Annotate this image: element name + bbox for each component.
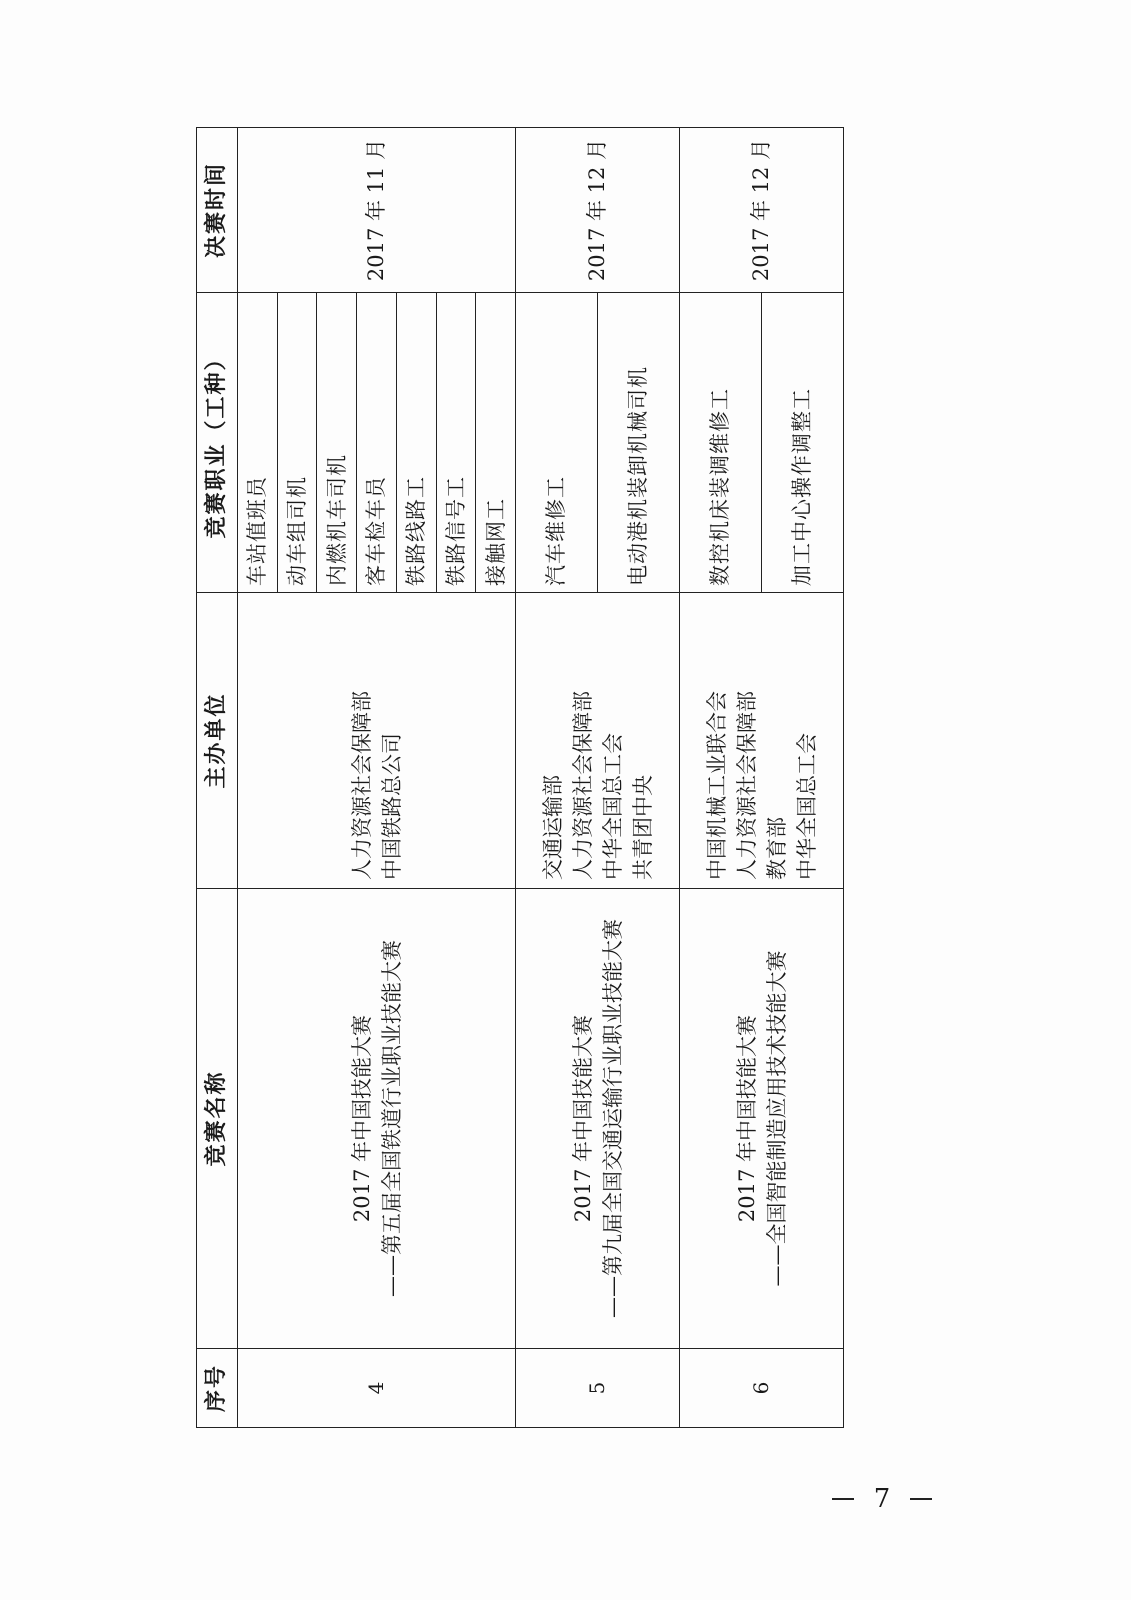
header-occupations: 竞赛职业（工种） <box>197 293 238 593</box>
name-subline: ——第五届全国铁道行业职业技能大赛 <box>379 940 404 1297</box>
row-name <box>238 889 516 1349</box>
header-final-time: 决赛时间 <box>197 128 238 293</box>
occupation-cell: 接触网工 <box>476 293 516 593</box>
page-number-text: 7 <box>873 1484 891 1514</box>
row-organizers <box>238 593 516 889</box>
name-line: 2017 年中国技能大赛 <box>734 1014 759 1223</box>
row-name <box>680 889 844 1349</box>
organizer: 中国铁路总公司 <box>379 733 404 880</box>
row-seq: 4 <box>238 1349 516 1428</box>
occupation-cell: 铁路线路工 <box>396 293 436 593</box>
row-name <box>516 889 680 1349</box>
row-organizers <box>516 593 680 889</box>
row-organizers <box>680 593 844 889</box>
name-subline: ——第九届全国交通运输行业职业技能大赛 <box>600 919 625 1318</box>
occupation-cell: 加工中心操作调整工 <box>761 293 843 593</box>
occupation-cell: 客车检车员 <box>357 293 397 593</box>
header-name: 竞赛名称 <box>197 889 238 1349</box>
dash-right <box>910 1498 932 1500</box>
name-subline: ——全国智能制造应用技术技能大赛 <box>764 950 789 1287</box>
name-line: 2017 年中国技能大赛 <box>349 1014 374 1223</box>
row-final-time: 2017 年 12 月 <box>516 128 680 293</box>
occupation-cell: 铁路信号工 <box>436 293 476 593</box>
row-final-time: 2017 年 11 月 <box>238 128 516 293</box>
organizer: 人力资源社会保障部 <box>349 691 374 880</box>
row-seq: 6 <box>680 1349 844 1428</box>
name-line: 2017 年中国技能大赛 <box>570 1014 595 1223</box>
header-row <box>197 128 238 1428</box>
occupation-cell: 电动港机装卸机械司机 <box>598 293 680 593</box>
table-row <box>680 128 762 1428</box>
organizer: 中华全国总工会 <box>600 733 625 880</box>
occupation-cell: 车站值班员 <box>238 293 278 593</box>
organizer: 共青团中央 <box>630 775 655 880</box>
occupation-cell: 汽车维修工 <box>516 293 598 593</box>
row-final-time: 2017 年 12 月 <box>680 128 844 293</box>
row-seq: 5 <box>516 1349 680 1428</box>
header-seq: 序号 <box>197 1349 238 1428</box>
competition-table <box>196 127 844 1428</box>
occupation-cell: 内燃机车司机 <box>317 293 357 593</box>
occupation-cell: 数控机床装调维修工 <box>680 293 762 593</box>
header-organizers: 主办单位 <box>197 593 238 889</box>
organizer: 交通运输部 <box>540 775 565 880</box>
dash-left <box>832 1498 854 1500</box>
rotated-table-container <box>196 128 844 1428</box>
organizer: 人力资源社会保障部 <box>570 691 595 880</box>
organizer: 中国机械工业联合会 <box>704 691 729 880</box>
table-row <box>238 128 278 1428</box>
occupation-cell: 动车组司机 <box>277 293 317 593</box>
organizer: 中华全国总工会 <box>794 733 819 880</box>
table-row <box>516 128 598 1428</box>
page-number <box>832 1484 932 1514</box>
organizer: 人力资源社会保障部 <box>734 691 759 880</box>
organizer: 教育部 <box>764 817 789 880</box>
